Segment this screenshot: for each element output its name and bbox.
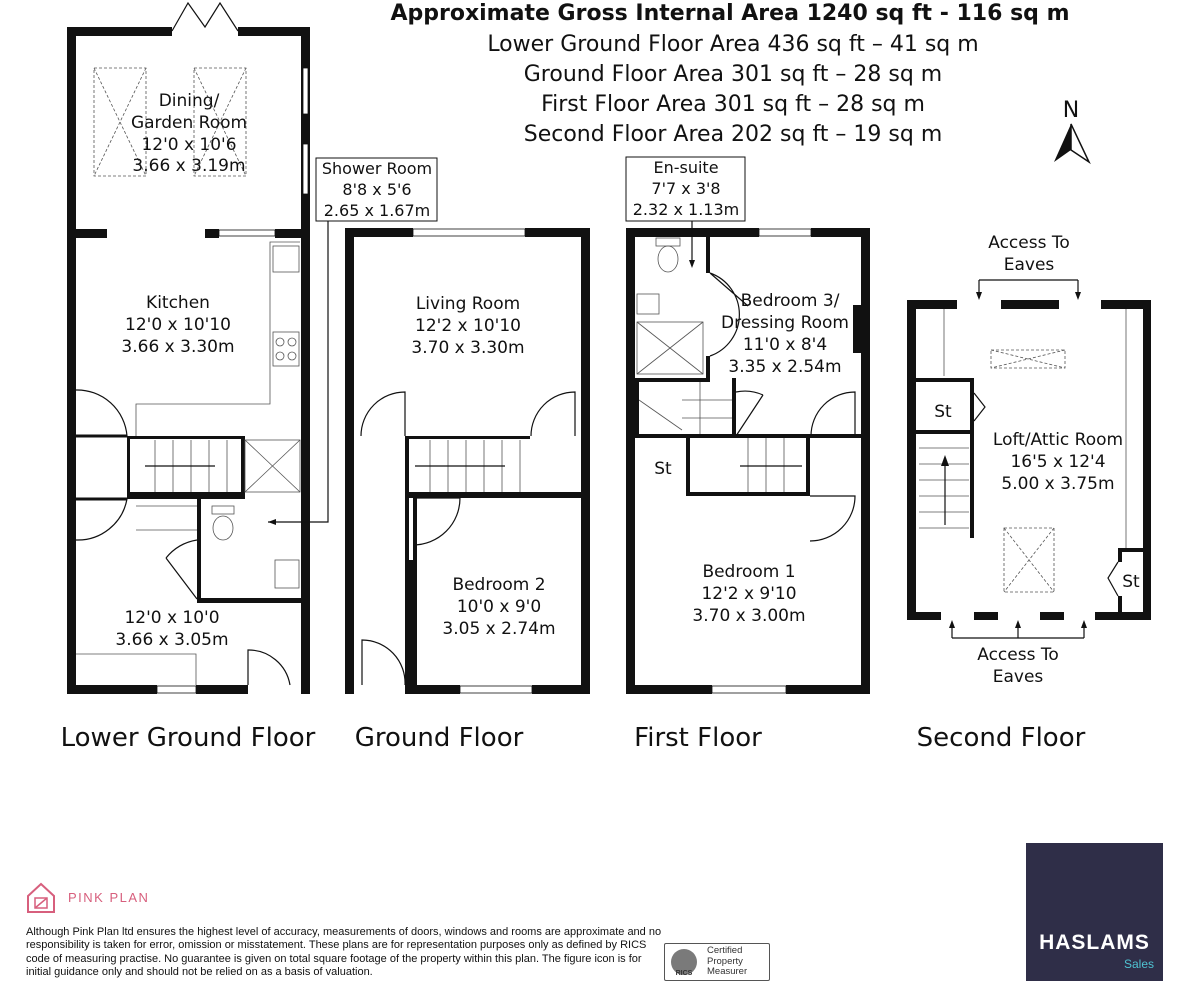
- bedroom-1-name: Bedroom 1: [702, 562, 796, 582]
- ensuite-name: En-suite: [653, 158, 719, 177]
- ensuite-metric: 2.32 x 1.13m: [632, 200, 740, 219]
- first-floor-store-label: St: [654, 459, 672, 479]
- shower-room-imperial: 8'8 x 5'6: [342, 180, 412, 199]
- disclaimer-text: Although Pink Plan ltd ensures the highest level of accuracy, measurements of doors, windows and rooms are approximate and no responsibility is taken for error, omission or misstatement. These plans are for representation purposes only as defined by RICS code of measuring practise. No guarantee is given on total square footage of the property within this plan. The figure icon is for initial guidance only and should not be relied on as a basis of valuation.: [26, 926, 662, 979]
- bedroom-1-metric: 3.70 x 3.00m: [692, 606, 806, 626]
- area-line-first: First Floor Area 301 sq ft – 28 sq m: [541, 92, 925, 117]
- kitchen-imperial: 12'0 x 10'10: [125, 315, 231, 335]
- page-title: Approximate Gross Internal Area 1240 sq ft - 116 sq m: [390, 1, 1070, 26]
- shower-room-metric: 2.65 x 1.67m: [323, 201, 431, 220]
- area-line-ground: Ground Floor Area 301 sq ft – 28 sq m: [523, 62, 943, 87]
- ensuite-imperial: 7'7 x 3'8: [651, 179, 721, 198]
- bedroom-3-metric: 3.35 x 2.54m: [728, 357, 842, 377]
- rics-text: [707, 946, 747, 978]
- eaves-bottom-line-1: Access To: [977, 645, 1059, 665]
- eaves-top-line-2: Eaves: [1003, 255, 1055, 275]
- north-arrow-icon: [1054, 98, 1089, 162]
- eaves-bottom-line-2: Eaves: [992, 667, 1044, 687]
- dining-room-name-2: Garden Room: [130, 113, 248, 133]
- front-room-imperial: 12'0 x 10'0: [124, 608, 220, 628]
- bedroom-3-imperial: 11'0 x 8'4: [742, 335, 828, 355]
- pink-plan-logo-icon: [28, 884, 54, 912]
- ground-floor-label: Ground Floor: [354, 723, 524, 753]
- second-floor-label: Second Floor: [916, 723, 1086, 753]
- bedroom-1-imperial: 12'2 x 9'10: [701, 584, 797, 604]
- loft-room-imperial: 16'5 x 12'4: [1010, 452, 1106, 472]
- lower-ground-floor-label: Lower Ground Floor: [60, 723, 316, 753]
- kitchen-metric: 3.66 x 3.30m: [121, 337, 235, 357]
- living-room-imperial: 12'2 x 10'10: [415, 316, 521, 336]
- loft-room-metric: 5.00 x 3.75m: [1001, 474, 1115, 494]
- first-floor-label: First Floor: [634, 723, 762, 753]
- agent-name: HASLAMS: [1039, 931, 1150, 954]
- dining-room-metric: 3.66 x 3.19m: [132, 156, 246, 176]
- rics-line-1: Certified: [707, 945, 743, 956]
- bedroom-2-name: Bedroom 2: [452, 575, 546, 595]
- living-room-metric: 3.70 x 3.30m: [411, 338, 525, 358]
- bedroom-2-imperial: 10'0 x 9'0: [456, 597, 542, 617]
- agent-sub: Sales: [1123, 957, 1154, 971]
- loft-room-name: Loft/Attic Room: [992, 430, 1124, 450]
- bedroom-3-name: Bedroom 3/: [740, 291, 840, 311]
- rics-certified-badge: [664, 943, 770, 981]
- pink-plan-company-name: PINK PLAN: [68, 890, 150, 905]
- area-line-second: Second Floor Area 202 sq ft – 19 sq m: [523, 122, 943, 147]
- svg-text:N: N: [1062, 98, 1080, 123]
- rics-abbr: RICS: [675, 970, 693, 977]
- agent-logo: [1026, 843, 1163, 981]
- rics-line-2: Property: [707, 955, 743, 967]
- shower-room-name: Shower Room: [321, 159, 433, 178]
- bedroom-2-metric: 3.05 x 2.74m: [442, 619, 556, 639]
- kitchen-name: Kitchen: [146, 293, 210, 313]
- living-room-name: Living Room: [415, 294, 521, 314]
- dining-room-name: Dining/: [158, 91, 220, 111]
- second-floor-store-right: St: [1122, 572, 1140, 592]
- eaves-top-line-1: Access To: [988, 233, 1070, 253]
- second-floor-store-left: St: [934, 402, 952, 422]
- area-line-lower-ground: Lower Ground Floor Area 436 sq ft – 41 sq m: [487, 32, 979, 57]
- front-room-metric: 3.66 x 3.05m: [115, 630, 229, 650]
- bedroom-3-name-2: Dressing Room: [721, 313, 849, 333]
- dining-room-imperial: 12'0 x 10'6: [141, 135, 237, 155]
- rics-line-3: Measurer: [707, 966, 748, 977]
